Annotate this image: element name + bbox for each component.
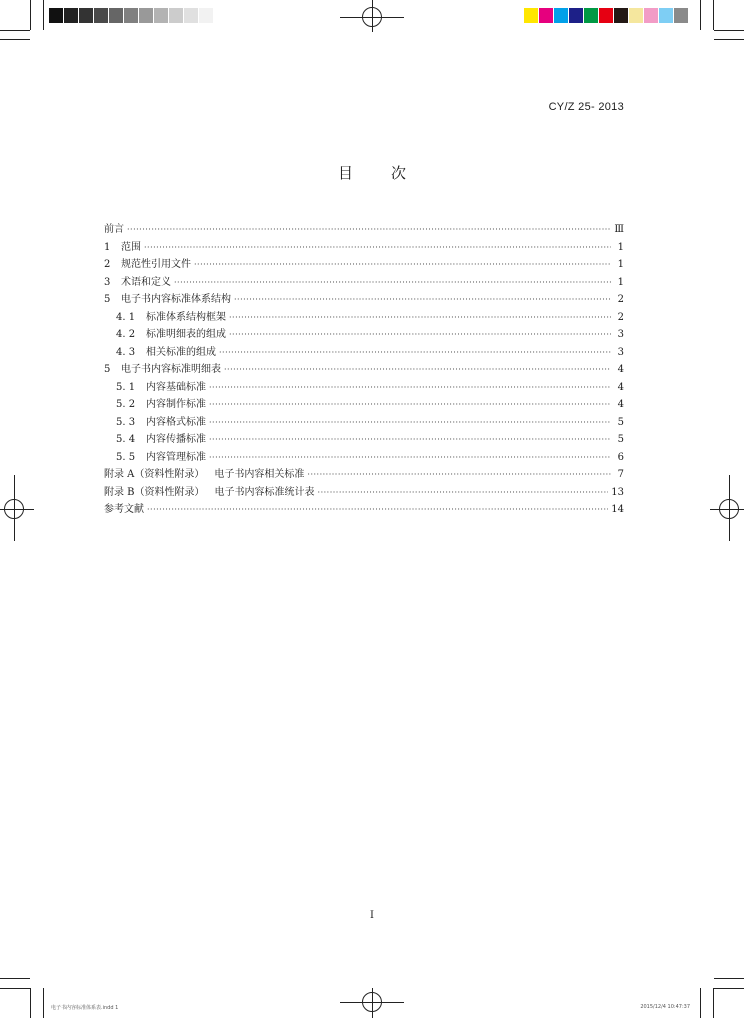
toc-entry[interactable] (104, 501, 624, 519)
page-title (0, 162, 744, 183)
toc-entry-label: 标准明细表的组成 (146, 329, 226, 340)
toc-leader-dots (307, 466, 611, 484)
toc-entry-label: 内容格式标准 (146, 416, 206, 428)
toc-entry[interactable] (104, 256, 624, 274)
toc-leader-dots (209, 396, 611, 414)
toc-entry-page: 4 (617, 399, 624, 410)
color-swatch (539, 8, 554, 23)
color-swatch (629, 8, 644, 23)
toc-leader-dots (144, 239, 611, 257)
toc-leader-dots (224, 361, 611, 379)
toc-entry[interactable] (104, 484, 624, 502)
gray-swatch (124, 8, 139, 23)
gray-swatch (139, 8, 154, 23)
toc-entry-label: 标准体系结构框架 (146, 311, 226, 323)
toc-leader-dots (234, 291, 611, 309)
color-bar (524, 8, 689, 23)
toc-entry-label: 内容传播标准 (146, 434, 206, 445)
toc-entry[interactable] (104, 466, 624, 484)
toc-entry-label: 术语和定义 (121, 276, 171, 288)
toc-entry-label: 内容管理标准 (146, 451, 206, 463)
toc-entry-label: 相关标准的组成 (146, 346, 216, 358)
title-char-2: 次 (391, 164, 407, 182)
toc-entry-number: 4. 3 (116, 346, 136, 358)
gray-swatch (199, 8, 214, 23)
toc-entry[interactable] (104, 431, 624, 449)
gray-swatch (184, 8, 199, 23)
toc-entry-number: 4. 1 (116, 311, 136, 323)
toc-entry[interactable] (104, 274, 624, 292)
color-swatch (569, 8, 584, 23)
toc-entry-page: 13 (611, 486, 624, 498)
toc-entry-label: 参考文献 (104, 504, 144, 515)
toc-entry[interactable] (104, 309, 624, 327)
toc-entry-number: 5 (104, 364, 111, 375)
toc-entry-number: 5. 4 (116, 434, 136, 445)
gray-swatch (109, 8, 124, 23)
toc-entry-label: 范围 (121, 241, 141, 253)
toc-leader-dots (147, 501, 608, 519)
toc-entry-number: 5. 2 (116, 399, 136, 410)
toc-entry-number: 5. 1 (116, 381, 136, 393)
toc-leader-dots (209, 449, 611, 467)
gray-swatch (154, 8, 169, 23)
toc-leader-dots (209, 431, 611, 449)
toc-entry-page: 2 (617, 294, 624, 305)
toc-entry[interactable] (104, 326, 624, 344)
toc-entry-number: 5 (104, 294, 111, 305)
color-swatch (659, 8, 674, 23)
toc-entry-label: 电子书内容标准体系结构 (121, 294, 231, 305)
toc-entry-label: 电子书内容标准明细表 (121, 364, 221, 375)
toc-entry-number: 4. 2 (116, 329, 136, 340)
toc-leader-dots (194, 256, 611, 274)
toc-entry-page: 3 (617, 329, 624, 340)
toc-entry-page: 1 (617, 276, 624, 288)
toc-entry-page: 7 (617, 469, 624, 480)
toc-entry-page: 1 (617, 241, 624, 253)
toc-entry-page: 5 (617, 416, 624, 428)
grayscale-bar (49, 8, 214, 23)
toc-leader-dots (209, 379, 611, 397)
toc-entry-number: 3 (104, 276, 111, 288)
toc-entry-label: 内容制作标准 (146, 399, 206, 410)
standard-number: CY/Z 25- 2013 (548, 101, 624, 113)
toc-entry[interactable] (104, 396, 624, 414)
toc-entry-label: 规范性引用文件 (121, 259, 191, 270)
toc-leader-dots (219, 344, 611, 362)
toc-entry-number: 5. 5 (116, 451, 136, 463)
toc-entry[interactable] (104, 414, 624, 432)
toc-entry[interactable] (104, 239, 624, 257)
toc-entry-number: 附录 A（资料性附录） (104, 469, 205, 480)
color-swatch (524, 8, 539, 23)
toc-entry-page: 2 (617, 311, 624, 323)
gray-swatch (64, 8, 79, 23)
color-swatch (599, 8, 614, 23)
table-of-contents (104, 221, 624, 519)
gray-swatch (169, 8, 184, 23)
toc-entry-page: 4 (617, 364, 624, 375)
title-char-1: 目 (337, 164, 353, 182)
toc-entry-label: 电子书内容标准统计表 (214, 486, 315, 498)
toc-entry-label: 内容基础标准 (146, 381, 206, 393)
gray-swatch (79, 8, 94, 23)
toc-leader-dots (318, 484, 609, 502)
toc-entry[interactable] (104, 361, 624, 379)
toc-entry[interactable] (104, 291, 624, 309)
toc-entry-number: 2 (104, 259, 111, 270)
gray-swatch (49, 8, 64, 23)
toc-entry-page: 14 (611, 504, 624, 515)
toc-entry-page: 3 (617, 346, 624, 358)
toc-entry[interactable] (104, 221, 624, 239)
toc-entry-page: 6 (617, 451, 624, 463)
toc-entry-label: 前言 (104, 224, 124, 235)
toc-entry[interactable] (104, 379, 624, 397)
toc-leader-dots (229, 309, 611, 327)
color-swatch (644, 8, 659, 23)
toc-entry-number: 5. 3 (116, 416, 136, 428)
color-swatch (674, 8, 689, 23)
toc-entry-label: 电子书内容相关标准 (214, 469, 305, 480)
toc-leader-dots (229, 326, 611, 344)
slug-timestamp: 2015/12/4 10:47:37 (640, 1004, 690, 1010)
toc-leader-dots (209, 414, 611, 432)
toc-entry-page: 4 (617, 381, 624, 393)
toc-entry-page: Ⅲ (614, 224, 624, 235)
slug-filename: 电子书内容标准体系表.indd 1 (51, 1005, 119, 1011)
toc-entry-number: 1 (104, 241, 111, 253)
toc-entry-page: 5 (617, 434, 624, 445)
toc-entry[interactable] (104, 344, 624, 362)
gray-swatch (94, 8, 109, 23)
toc-entry-page: 1 (617, 259, 624, 270)
toc-entry[interactable] (104, 449, 624, 467)
toc-leader-dots (174, 274, 611, 292)
toc-entry-number: 附录 B（资料性附录） (104, 486, 205, 498)
toc-leader-dots (127, 221, 611, 239)
color-swatch (554, 8, 569, 23)
color-swatch (614, 8, 629, 23)
page-number: I (370, 910, 374, 921)
color-swatch (584, 8, 599, 23)
